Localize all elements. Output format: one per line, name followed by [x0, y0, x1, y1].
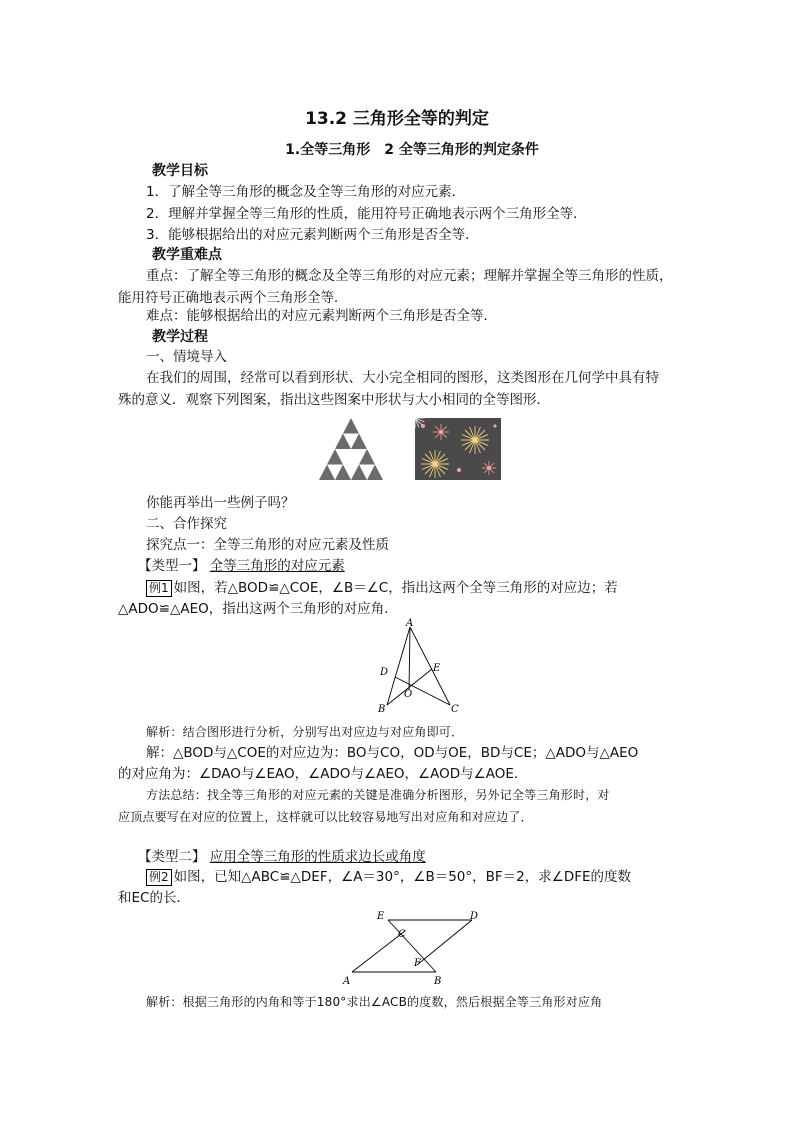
objectives-heading: 教学目标 — [152, 163, 208, 179]
example1-text-line1: 如图，若△BOD≌△COE，∠B＝∠C，指出这两个全等三角形的对应边；若 — [173, 580, 618, 596]
section-intro-heading: 一、情境导入 — [146, 349, 227, 365]
explore-point-1: 探究点一：全等三角形的对应元素及性质 — [146, 537, 389, 553]
fig2-label-f: F — [414, 958, 421, 969]
key-difficulty: 难点：能够根据给出的对应元素判断两个三角形是否全等． — [146, 308, 497, 324]
type2-name: 应用全等三角形的性质求边长或角度 — [209, 849, 426, 865]
fig1-label-a: A — [406, 618, 414, 629]
type2-bracket: 【类型二】 — [138, 849, 206, 865]
type1-heading — [138, 555, 698, 577]
sierpinski-svg — [319, 418, 383, 480]
fig1-label-o: O — [404, 689, 413, 700]
example2-triangle-figure — [340, 907, 490, 993]
example1-analysis: 解析：结合图形进行分析，分别写出对应边与对应角即可． — [146, 725, 464, 739]
type1-name: 全等三角形的对应元素 — [209, 558, 345, 574]
flower-svg — [415, 418, 501, 480]
example2-svg — [340, 907, 490, 989]
fig2-label-d: D — [470, 911, 479, 922]
example2-line1 — [146, 866, 706, 888]
example1-solution-line2: 的对应角为：∠DAO与∠EAO，∠ADO与∠AEO，∠AOD与∠AOE． — [118, 766, 528, 782]
objective-item: 3．能够根据给出的对应元素判断两个三角形是否全等． — [146, 227, 479, 243]
example2-label: 例2 — [146, 869, 172, 886]
fig1-label-e: E — [433, 663, 441, 674]
intro-question: 你能再举出一些例子吗？ — [146, 495, 295, 511]
fig2-label-c: C — [398, 929, 406, 940]
section-explore-heading: 二、合作探究 — [146, 516, 227, 532]
method-summary-line1: 方法总结：找全等三角形的对应元素的关键是准确分析图形，另外记全等三角形时，对 — [146, 788, 610, 802]
fig2-label-e: E — [377, 911, 385, 922]
example1-solution-line1: 解：△BOD与△COE的对应边为：BO与CO，OD与OE，BD与CE；△ADO与△AEO — [146, 745, 639, 761]
fig1-label-d: D — [380, 667, 389, 678]
type1-bracket: 【类型一】 — [138, 558, 206, 574]
objective-item: 2．理解并掌握全等三角形的性质，能用符号正确地表示两个三角形全等． — [146, 206, 587, 222]
fig1-label-c: C — [451, 704, 459, 713]
method-summary-line2: 应顶点要写在对应的位置上，这样就可以比较容易地写出对应角和对应边了． — [118, 810, 533, 824]
example2-analysis: 解析：根据三角形的内角和等于180°求出∠ACB的度数，然后根据全等三角形对应角 — [146, 995, 603, 1009]
fig2-label-b: B — [434, 976, 442, 987]
example1-line1 — [146, 577, 706, 599]
example1-label: 例1 — [146, 580, 172, 597]
example1-triangle-figure — [370, 617, 466, 717]
key-focus-line1: 重点：了解全等三角形的概念及全等三角形的对应元素；理解并掌握全等三角形的性质， — [146, 268, 673, 284]
page-title: 13.2 三角形全等的判定 — [305, 109, 489, 129]
example1-svg — [370, 617, 466, 713]
process-heading: 教学过程 — [152, 329, 208, 345]
page-subtitle: 1.全等三角形 2 全等三角形的判定条件 — [285, 142, 539, 158]
example2-text-line1: 如图，已知△ABC≌△DEF，∠A＝30°，∠B＝50°，BF＝2，求∠DFE的度数 — [173, 869, 632, 885]
fig1-label-b: B — [378, 704, 386, 713]
objective-item: 1．了解全等三角形的概念及全等三角形的对应元素． — [146, 184, 466, 200]
example2-line2: 和EC的长． — [118, 890, 190, 906]
flower-pattern-figure — [415, 418, 501, 484]
intro-paragraph-line1: 在我们的周围，经常可以看到形状、大小完全相同的图形，这类图形在几何学中具有特 — [146, 370, 659, 386]
type2-heading — [138, 846, 698, 868]
key-points-heading: 教学重难点 — [152, 247, 222, 263]
key-focus-line2: 能用符号正确地表示两个三角形全等． — [118, 290, 348, 306]
sierpinski-triangle-figure — [319, 418, 383, 484]
example1-line2: △ADO≌△AEO，指出这两个三角形的对应角． — [118, 601, 398, 617]
intro-paragraph-line2: 殊的意义．观察下列图案，指出这些图案中形状与大小相同的全等图形． — [118, 392, 550, 408]
fig2-label-a: A — [343, 976, 351, 987]
